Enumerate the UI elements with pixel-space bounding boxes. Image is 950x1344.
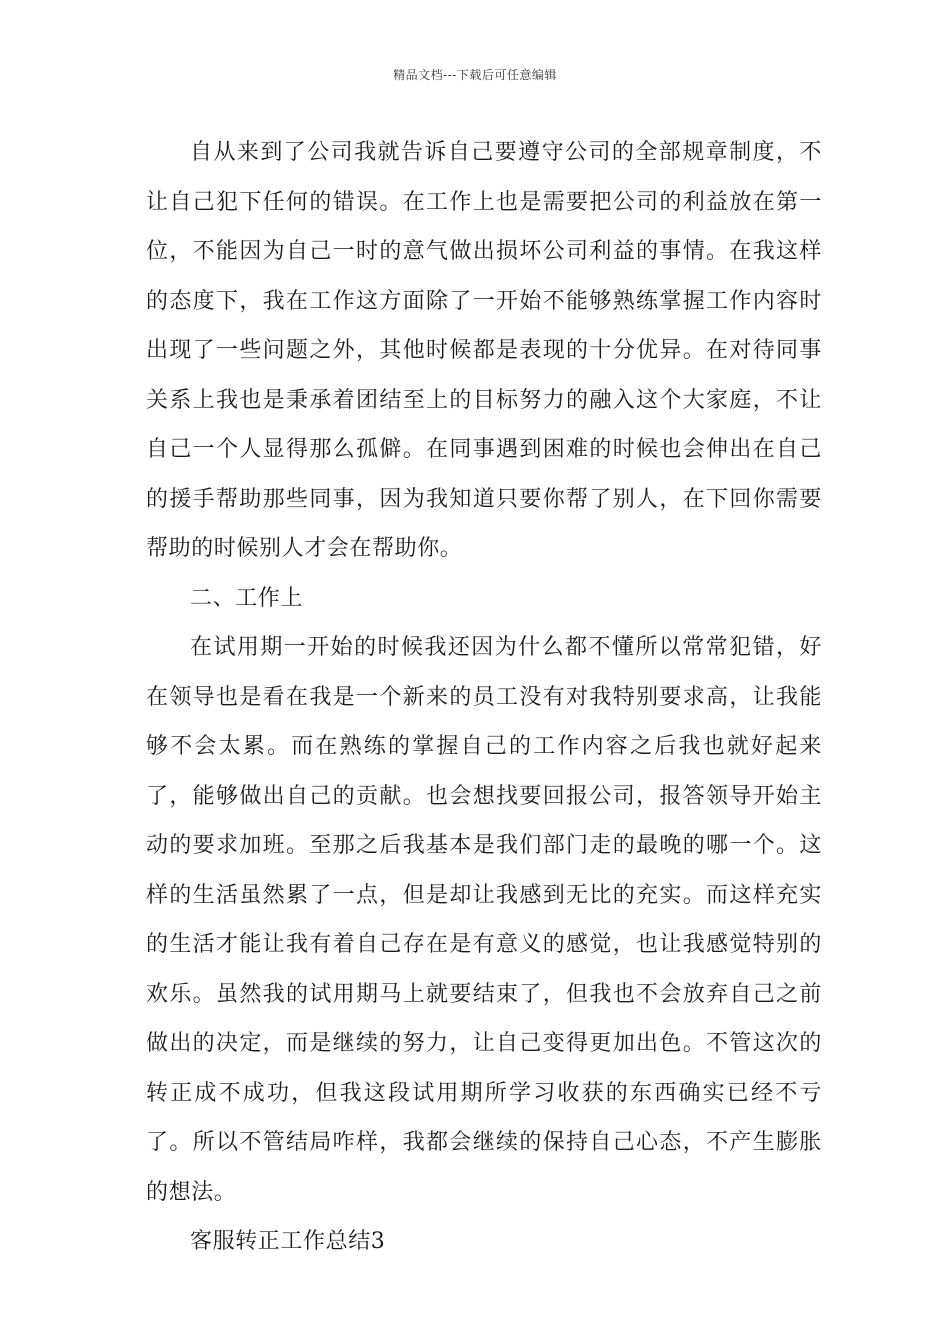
section-heading-summary-3: 客服转正工作总结3 (190, 1229, 386, 1254)
paragraph-probation: 在试用期一开始的时候我还因为什么都不懂所以常常犯错，好在领导也是看在我是一个新来的员工没有对我特别要求高，让我能够不会太累。而在熟练的掌握自己的工作内容之后我也就好起来了，能够做出自己的贡献。也会想找要回报公司，报答领导开始主动的要求加班。至那之后我基本是我们部门走的最晚的哪一个。这样的生活虽然累了一点，但是却让我感到无比的充实。而这样充实的生活才能让我有着自己存在是有意义的感觉，也让我感觉特别的欢乐。虽然我的试用期马上就要结束了，但我也不会放弃自己之前做出的决定，而是继续的努力，让自己变得更加出色。不管这次的转正成不成功，但我这段试用期所学习收获的东西确实已经不亏了。所以不管结局咋样，我都会继续的保持自己心态，不产生膨胀的想法。 (146, 635, 822, 1205)
document-body (146, 128, 822, 1267)
page-header: 精品文档---下载后可任意编辑 (393, 68, 557, 82)
section-heading-work: 二、工作上 (190, 585, 304, 611)
paragraph-company-rules: 自从来到了公司我就告诉自己要遵守公司的全部规章制度，不让自己犯下任何的错误。在工作上也是需要把公司的利益放在第一位，不能因为自己一时的意气做出损坏公司利益的事情。在我这样的态度下，我在工作这方面除了一开始不能够熟练掌握工作内容时出现了一些问题之外，其他时候都是表现的十分优异。在对待同事关系上我也是秉承着团结至上的目标努力的融入这个大家庭，不让自己一个人显得那么孤僻。在同事遇到困难的时候也会伸出在自己的援手帮助那些同事，因为我知道只要你帮了别人，在下回你需要帮助的时候别人才会在帮助你。 (146, 140, 822, 561)
